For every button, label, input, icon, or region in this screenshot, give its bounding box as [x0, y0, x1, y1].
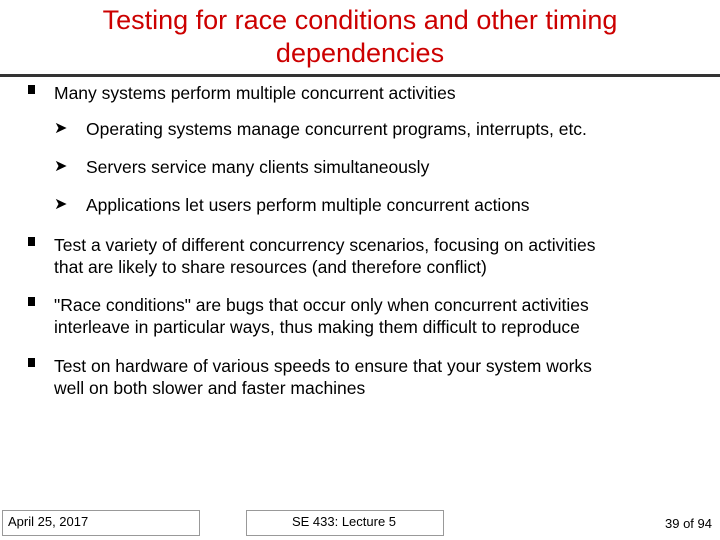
square-bullet-icon — [28, 297, 35, 306]
square-bullet-icon — [28, 237, 35, 246]
bullet-text: Many systems perform multiple concurrent activities — [54, 83, 456, 103]
sub-bullet-text: Servers service many clients simultaneously — [86, 157, 430, 177]
square-bullet-icon — [28, 358, 35, 367]
bullet-list — [24, 82, 684, 399]
bullet-text-line-2: well on both slower and faster machines — [54, 378, 366, 398]
bullet-text-line-2: that are likely to share resources (and therefore conflict) — [54, 257, 487, 277]
bullet-text-line-1: "Race conditions" are bugs that occur only when concurrent activities — [54, 295, 589, 315]
bullet-item-2 — [24, 234, 684, 278]
slide-title-line-1: Testing for race conditions and other timing — [102, 5, 618, 35]
slide-title — [0, 4, 720, 70]
square-bullet-icon — [28, 85, 35, 94]
bullet-text-line-1: Test a variety of different concurrency scenarios, focusing on activities — [54, 235, 596, 255]
arrowhead-bullet-icon: ➤ — [54, 158, 68, 175]
sub-bullet-list — [54, 118, 684, 216]
arrowhead-bullet-icon: ➤ — [54, 196, 68, 213]
bullet-item-1 — [24, 82, 684, 216]
bullet-text-line-2: interleave in particular ways, thus making them difficult to reproduce — [54, 317, 580, 337]
sub-bullet-item-2 — [54, 156, 684, 178]
footer-course: SE 433: Lecture 5 — [291, 514, 397, 529]
bullet-item-4 — [24, 355, 684, 399]
footer-date: April 25, 2017 — [8, 514, 89, 529]
title-divider — [0, 74, 720, 77]
sub-bullet-text: Operating systems manage concurrent programs, interrupts, etc. — [86, 119, 587, 139]
arrowhead-bullet-icon: ➤ — [54, 120, 68, 137]
sub-bullet-text: Applications let users perform multiple concurrent actions — [86, 195, 530, 215]
sub-bullet-item-1 — [54, 118, 684, 140]
sub-bullet-item-3 — [54, 194, 684, 216]
bullet-item-3 — [24, 294, 684, 338]
slide-title-line-2: dependencies — [275, 38, 445, 68]
footer-page-number: 39 of 94 — [665, 516, 712, 531]
bullet-text-line-1: Test on hardware of various speeds to ensure that your system works — [54, 356, 592, 376]
